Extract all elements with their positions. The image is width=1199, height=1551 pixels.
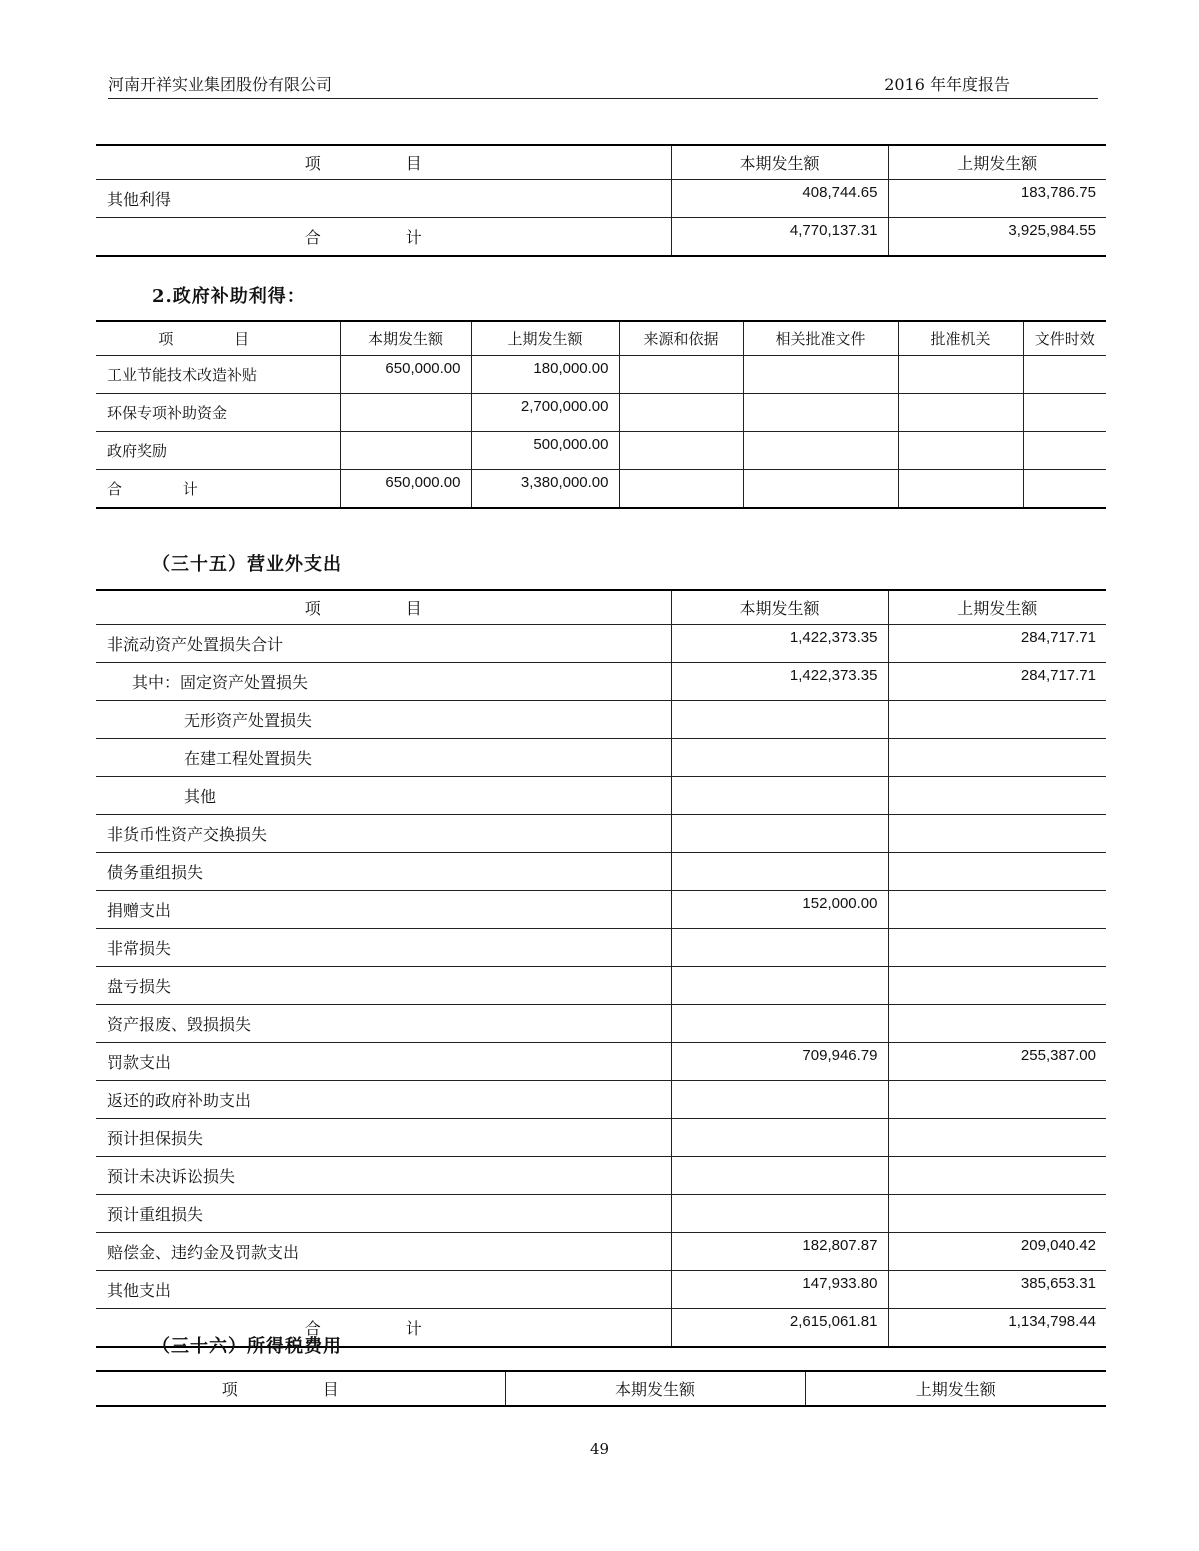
row-current xyxy=(671,1157,888,1195)
row-current xyxy=(671,967,888,1005)
total-label: 合 计 xyxy=(96,218,671,257)
table-row xyxy=(96,1043,1106,1081)
row-item: 资产报废、毁损损失 xyxy=(96,1005,671,1043)
row-current xyxy=(671,701,888,739)
row-item: 盘亏损失 xyxy=(96,967,671,1005)
total-previous: 3,380,000.00 xyxy=(471,470,619,509)
row-item: 捐赠支出 xyxy=(96,891,671,929)
row-previous: 209,040.42 xyxy=(888,1233,1106,1271)
row-current xyxy=(671,777,888,815)
row-previous xyxy=(888,1195,1106,1233)
row-previous xyxy=(888,815,1106,853)
row-item: 返还的政府补助支出 xyxy=(96,1081,671,1119)
row-previous: 2,700,000.00 xyxy=(471,394,619,432)
header-item: 项 目 xyxy=(96,321,340,356)
row-current xyxy=(671,1119,888,1157)
row-current xyxy=(671,1005,888,1043)
total-previous: 3,925,984.55 xyxy=(888,218,1106,257)
row-item: 其中：固定资产处置损失 xyxy=(96,663,671,701)
row-previous xyxy=(888,967,1106,1005)
row-previous xyxy=(888,891,1106,929)
row-item: 罚款支出 xyxy=(96,1043,671,1081)
table-row xyxy=(96,180,1106,218)
header-approval-authority: 批准机关 xyxy=(898,321,1023,356)
table-row xyxy=(96,394,1106,432)
row-current xyxy=(671,1195,888,1233)
row-previous xyxy=(888,739,1106,777)
report-title: 2016 年年度报告 xyxy=(884,75,1010,94)
table-row xyxy=(96,1081,1106,1119)
row-current: 182,807.87 xyxy=(671,1233,888,1271)
row-item: 债务重组损失 xyxy=(96,853,671,891)
header-approval-doc: 相关批准文件 xyxy=(743,321,898,356)
row-item: 环保专项补助资金 xyxy=(96,394,340,432)
page-header xyxy=(108,72,1098,99)
row-previous xyxy=(888,929,1106,967)
header-previous: 上期发生额 xyxy=(471,321,619,356)
non-operating-expense-table xyxy=(96,589,1106,1348)
row-current xyxy=(340,394,471,432)
row-current: 408,744.65 xyxy=(671,180,888,218)
row-item: 非流动资产处置损失合计 xyxy=(96,625,671,663)
table-header-row xyxy=(96,321,1106,356)
row-previous: 385,653.31 xyxy=(888,1271,1106,1309)
table-row xyxy=(96,1271,1106,1309)
row-current: 152,000.00 xyxy=(671,891,888,929)
table-row xyxy=(96,891,1106,929)
table-row xyxy=(96,432,1106,470)
table-header-row xyxy=(96,145,1106,180)
header-current: 本期发生额 xyxy=(671,590,888,625)
row-current xyxy=(671,815,888,853)
header-previous: 上期发生额 xyxy=(888,590,1106,625)
header-item: 项 目 xyxy=(96,590,671,625)
header-current: 本期发生额 xyxy=(671,145,888,180)
income-tax-heading: （三十六）所得税费用 xyxy=(152,1336,342,1357)
table-row xyxy=(96,663,1106,701)
table-row xyxy=(96,1157,1106,1195)
row-previous xyxy=(888,1157,1106,1195)
row-item: 其他 xyxy=(96,777,671,815)
row-previous: 284,717.71 xyxy=(888,625,1106,663)
row-item: 非常损失 xyxy=(96,929,671,967)
government-subsidy-table xyxy=(96,320,1106,509)
row-previous xyxy=(888,1081,1106,1119)
row-item: 预计未决诉讼损失 xyxy=(96,1157,671,1195)
row-previous xyxy=(888,1119,1106,1157)
total-previous: 1,134,798.44 xyxy=(888,1309,1106,1348)
row-item: 其他支出 xyxy=(96,1271,671,1309)
header-item: 项 目 xyxy=(96,1371,505,1406)
header-previous: 上期发生额 xyxy=(805,1371,1106,1406)
row-item: 赔偿金、违约金及罚款支出 xyxy=(96,1233,671,1271)
header-source: 来源和依据 xyxy=(619,321,743,356)
row-previous: 284,717.71 xyxy=(888,663,1106,701)
total-current: 2,615,061.81 xyxy=(671,1309,888,1348)
row-current xyxy=(671,929,888,967)
table-row xyxy=(96,853,1106,891)
row-item: 无形资产处置损失 xyxy=(96,701,671,739)
row-item: 政府奖励 xyxy=(96,432,340,470)
table-row xyxy=(96,1119,1106,1157)
row-item: 预计担保损失 xyxy=(96,1119,671,1157)
row-item: 其他利得 xyxy=(96,180,671,218)
total-current: 4,770,137.31 xyxy=(671,218,888,257)
total-label: 合 计 xyxy=(96,1309,671,1348)
row-item: 非货币性资产交换损失 xyxy=(96,815,671,853)
header-validity: 文件时效 xyxy=(1023,321,1106,356)
row-item: 工业节能技术改造补贴 xyxy=(96,356,340,394)
total-current: 650,000.00 xyxy=(340,470,471,509)
header-current: 本期发生额 xyxy=(340,321,471,356)
table-row xyxy=(96,1195,1106,1233)
table-row xyxy=(96,929,1106,967)
table-row xyxy=(96,1233,1106,1271)
table-row xyxy=(96,967,1106,1005)
table-row xyxy=(96,625,1106,663)
row-previous: 255,387.00 xyxy=(888,1043,1106,1081)
total-row xyxy=(96,218,1106,257)
row-current: 147,933.80 xyxy=(671,1271,888,1309)
row-current: 1,422,373.35 xyxy=(671,663,888,701)
row-current: 709,946.79 xyxy=(671,1043,888,1081)
header-item: 项 目 xyxy=(96,145,671,180)
table-row xyxy=(96,1005,1106,1043)
row-previous xyxy=(888,701,1106,739)
row-current: 1,422,373.35 xyxy=(671,625,888,663)
table-row xyxy=(96,739,1106,777)
row-previous: 180,000.00 xyxy=(471,356,619,394)
row-previous xyxy=(888,777,1106,815)
row-item: 在建工程处置损失 xyxy=(96,739,671,777)
table-row xyxy=(96,777,1106,815)
page-number: 49 xyxy=(589,1440,610,1458)
table-row xyxy=(96,356,1106,394)
non-operating-expense-heading: （三十五）营业外支出 xyxy=(152,554,342,575)
row-previous xyxy=(888,853,1106,891)
row-current xyxy=(340,432,471,470)
other-gains-table xyxy=(96,144,1106,257)
subsidy-heading: 2.政府补助利得： xyxy=(152,286,306,307)
total-row xyxy=(96,470,1106,509)
total-label: 合 计 xyxy=(96,470,340,509)
header-previous: 上期发生额 xyxy=(888,145,1106,180)
row-previous: 183,786.75 xyxy=(888,180,1106,218)
table-row xyxy=(96,815,1106,853)
header-current: 本期发生额 xyxy=(505,1371,805,1406)
company-name: 河南开祥实业集团股份有限公司 xyxy=(108,75,333,94)
row-current xyxy=(671,739,888,777)
income-tax-table xyxy=(96,1370,1106,1407)
table-header-row xyxy=(96,1371,1106,1406)
table-row xyxy=(96,701,1106,739)
row-current: 650,000.00 xyxy=(340,356,471,394)
row-item: 预计重组损失 xyxy=(96,1195,671,1233)
table-header-row xyxy=(96,590,1106,625)
row-current xyxy=(671,853,888,891)
row-current xyxy=(671,1081,888,1119)
row-previous: 500,000.00 xyxy=(471,432,619,470)
row-previous xyxy=(888,1005,1106,1043)
